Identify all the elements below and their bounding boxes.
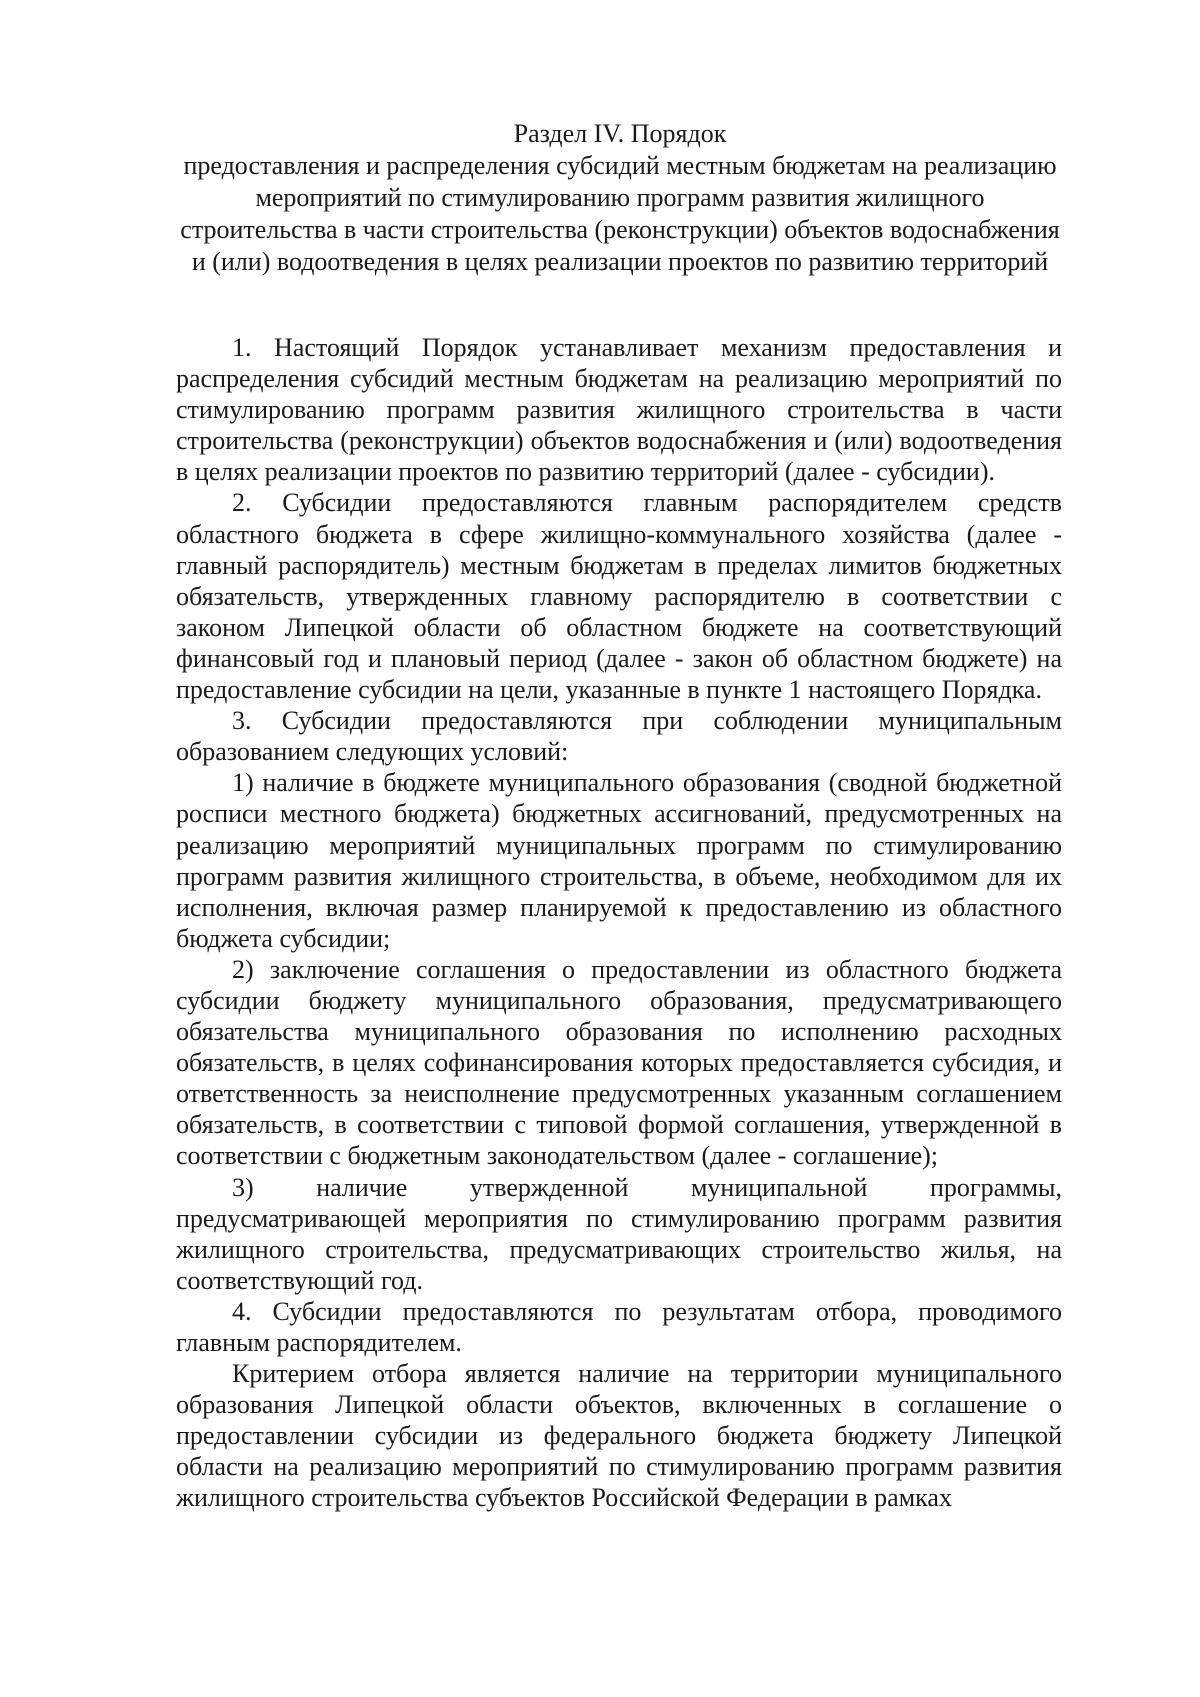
document-header [170,118,1070,278]
paragraph-3-condition-2: 2) заключение соглашения о предоставлении из областного бюджета субсидии бюджету муниципального образования, предусматривающего обязательства муниципального образования по исполнению расходных обязательств, в целях софинансирования которых предоставляется субсидия, и ответственность за неисполнение предусмотренных указанным соглашением обязательств, в соответствии с типовой формой соглашения, утвержденной в соответствии с бюджетным законодательством (далее - соглашение); [176,954,1062,1171]
paragraph-3-condition-3: 3) наличие утвержденной муниципальной программы, предусматривающей мероприятия по стимулированию программ развития жилищного строительства, предусматривающих строительство жилья, на соответствующий год. [176,1172,1062,1295]
section-title: Раздел IV. Порядок [513,119,727,148]
paragraph-3-condition-1: 1) наличие в бюджете муниципального образования (сводной бюджетной росписи местного бюджета) бюджетных ассигнований, предусмотренных на реализацию мероприятий муниципальных программ по стимулированию программ развития жилищного строительства, в объеме, необходимом для их исполнения, включая размер планируемой к предоставлению из областного бюджета субсидии; [176,768,1062,953]
subtitle-line: строительства в части строительства (реконструкции) объектов водоснабжения [180,215,1060,244]
paragraph-1: 1. Настоящий Порядок устанавливает механизм предоставления и распределения субсидий местным бюджетам на реализацию мероприятий по стимулированию программ развития жилищного строительства в части строительства (реконструкции) объектов водоснабжения и (или) водоотведения в целях реализации проектов по развитию территорий (далее - субсидии). [176,333,1062,487]
paragraph-4: 4. Субсидии предоставляются по результатам отбора, проводимого главным распорядителем. [176,1296,1062,1357]
subtitle-line: предоставления и распределения субсидий местным бюджетам на реализацию [183,151,1057,180]
paragraph-3: 3. Субсидии предоставляются при соблюдении муниципальным образованием следующих условий: [176,706,1062,767]
paragraph-selection-criterion: Критерием отбора является наличие на территории муниципального образования Липецкой области объектов, включенных в соглашение о предоставлении субсидии из федерального бюджета бюджету Липецкой области на реализацию мероприятий по стимулированию программ развития жилищного строительства субъектов Российской Федерации в рамках [176,1359,1062,1513]
document-body [176,332,1062,1514]
subtitle-line: и (или) водоотведения в целях реализации проектов по развитию территорий [191,247,1049,276]
subtitle-line: мероприятий по стимулированию программ развития жилищного [255,183,985,212]
paragraph-2: 2. Субсидии предоставляются главным распорядителем средств областного бюджета в сфере жилищно-коммунального хозяйства (далее - главный распорядитель) местным бюджетам в пределах лимитов бюджетных обязательств, утвержденных главному распорядителю в соответствии с законом Липецкой области об областном бюджете на соответствующий финансовый год и плановый период (далее - закон об областном бюджете) на предоставление субсидии на цели, указанные в пункте 1 настоящего Порядка. [176,488,1062,705]
